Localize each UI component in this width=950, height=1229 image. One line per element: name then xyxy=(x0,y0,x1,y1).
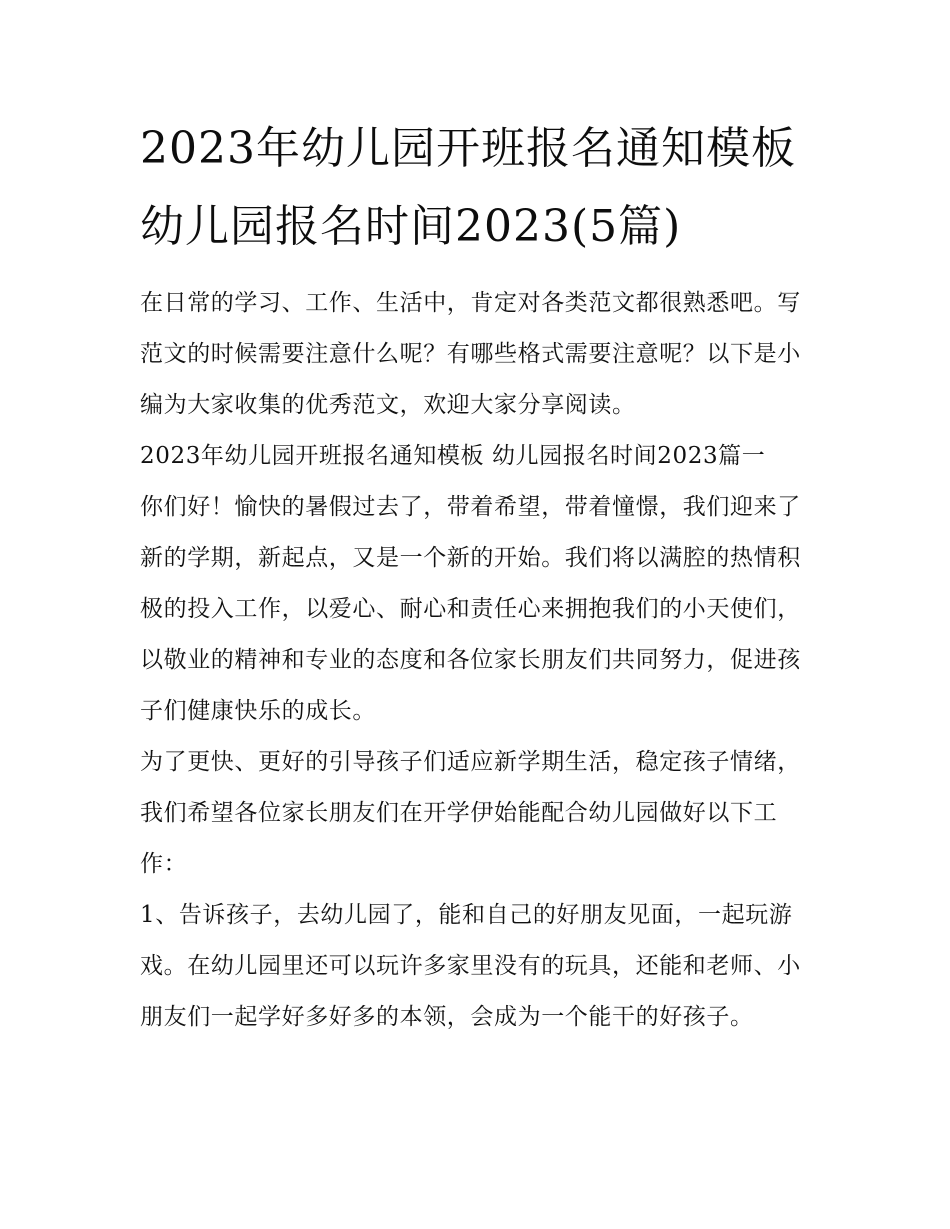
section-heading: 2023年幼儿园开班报名通知模板 幼儿园报名时间2023篇一 xyxy=(140,443,766,469)
document-title: 2023年幼儿园开班报名通知模板 幼儿园报名时间2023(5篇) xyxy=(140,123,796,252)
intro-paragraph: 在日常的学习、工作、生活中，肯定对各类范文都很熟悉吧。写范文的时候需要注意什么呢？有哪些格式需要注意呢？以下是小编为大家收集的优秀范文，欢迎大家分享阅读。 xyxy=(140,290,801,418)
body-paragraph-greeting: 你们好！愉快的暑假过去了，带着希望，带着憧憬，我们迎来了新的学期，新起点，又是一个新的开始。我们将以满腔的热情积极的投入工作，以爱心、耐心和责任心来拥抱我们的小天使们，以敬业的精神和专业的态度和各位家长朋友们共同努力，促进孩子们健康快乐的成长。 xyxy=(140,494,801,724)
body-paragraph-item-1: 1、告诉孩子，去幼儿园了，能和自己的好朋友见面，一起玩游戏。在幼儿园里还可以玩许多家里没有的玩具，还能和老师、小朋友们一起学好多好多的本领，会成为一个能干的好孩子。 xyxy=(140,902,801,1030)
document-body xyxy=(140,278,820,1043)
body-paragraph-request: 为了更快、更好的引导孩子们适应新学期生活，稳定孩子情绪，我们希望各位家长朋友们在开学伊始能配合幼儿园做好以下工作： xyxy=(140,749,801,877)
